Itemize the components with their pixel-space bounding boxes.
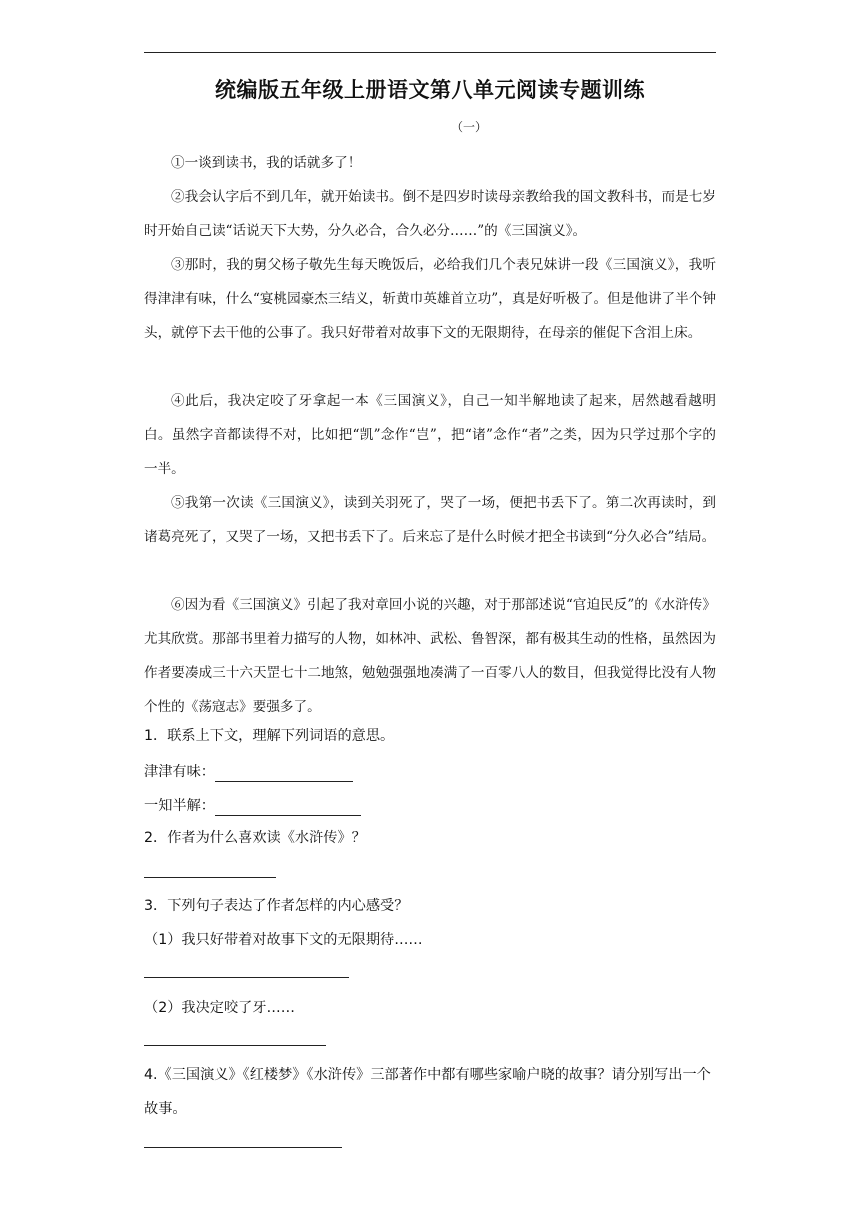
passage-paragraph-5: ⑤我第一次读《三国演义》，读到关羽死了，哭了一场，便把书丢下了。第二次再读时，到诸葛亮死了，又哭了一场，又把书丢下了。后来忘了是什么时候才把全书读到“分久必合”结局。: [144, 495, 716, 545]
passage-paragraph-1: ①一谈到读书，我的话就多了！: [171, 155, 362, 171]
passage-paragraph-2: ②我会认字后不到几年，就开始读书。倒不是四岁时读母亲教给我的国文教科书，而是七岁时开始自己读“话说天下大势，分久必合，合久必分……”的《三国演义》。: [144, 189, 716, 239]
answer-line[interactable]: [144, 977, 349, 978]
question-2: 2．作者为什么喜欢读《水浒传》？: [144, 830, 366, 846]
question-3: 3．下列句子表达了作者怎样的内心感受？: [144, 898, 409, 914]
answer-line[interactable]: [144, 1045, 326, 1046]
answer-line[interactable]: [144, 1147, 342, 1148]
question-4: 4.《三国演义》《红楼梦》《水浒传》三部著作中都有哪些家喻户晓的故事？请分别写出一个故事。: [144, 1067, 711, 1117]
passage-paragraph-6: ⑥因为看《三国演义》引起了我对章回小说的兴趣，对于那部述说“官迫民反”的《水浒传》尤其欣赏。那部书里着力描写的人物，如林冲、武松、鲁智深，都有极其生动的性格，虽然因为作者要凑成三十六天罡七十二地煞，勉勉强强地凑满了一百零八人的数目，但我觉得比没有人物个性的《荡寇志》要强多了。: [144, 597, 716, 715]
term-label: 一知半解：: [144, 798, 215, 814]
question-1: 1．联系上下文，理解下列词语的意思。: [144, 728, 395, 744]
answer-line[interactable]: [144, 877, 276, 878]
passage-paragraph-4: ④此后，我决定咬了牙拿起一本《三国演义》，自己一知半解地读了起来，居然越看越明白。虽然字音都读得不对，比如把“凯”念作“岂”，把“诸”念作“者”之类，因为只学过那个字的一半。: [144, 393, 716, 477]
question-1-term-2: [144, 796, 361, 816]
section-number: （一）: [450, 120, 487, 134]
answer-blank[interactable]: [215, 801, 361, 816]
term-label: 津津有味：: [144, 764, 215, 780]
passage-paragraph-3: ③那时，我的舅父杨子敬先生每天晚饭后，必给我们几个表兄妹讲一段《三国演义》，我听得津津有味，什么“宴桃园豪杰三结义，斩黄巾英雄首立功”，真是好听极了。但是他讲了半个钟头，就停下去干他的公事了。我只好带着对故事下文的无限期待，在母亲的催促下含泪上床。: [144, 257, 716, 341]
question-3-sub-2: （2）我决定咬了牙……: [144, 1000, 295, 1016]
answer-blank[interactable]: [215, 767, 353, 782]
question-3-sub-1: （1）我只好带着对故事下文的无限期待……: [144, 932, 423, 948]
header-rule: [144, 52, 716, 53]
document-title: 统编版五年级上册语文第八单元阅读专题训练: [215, 78, 645, 102]
question-1-term-1: [144, 762, 353, 782]
